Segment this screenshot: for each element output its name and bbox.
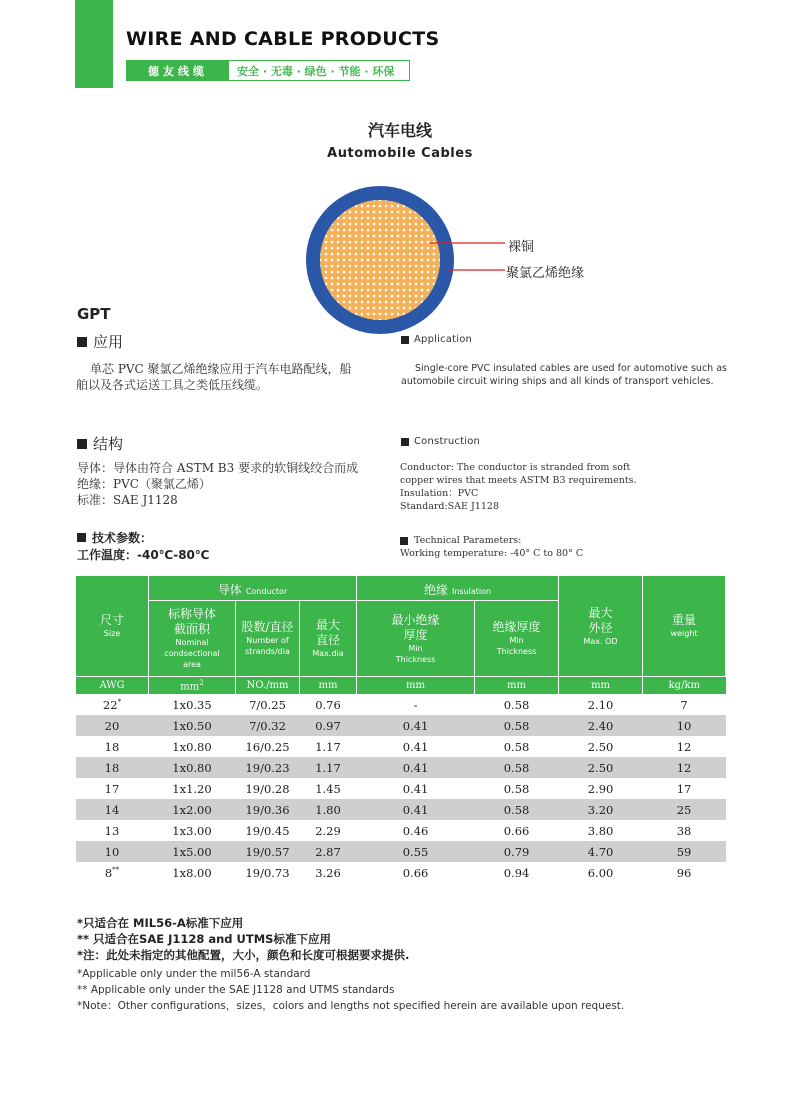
cell-minthick: 0.55 [357, 841, 475, 862]
brand-slogan: 安全 · 无毒 · 绿色 · 节能 · 环保 [237, 64, 395, 78]
square-bullet-icon [77, 337, 87, 347]
table-row [76, 778, 726, 799]
cell-minthick: - [413, 697, 418, 712]
cell-weight: 12 [643, 757, 726, 778]
application-text-en: Single-core PVC insulated cables are used for automotive such as automobile circuit wiring ships and all kinds of transport vehicles. [401, 363, 727, 387]
table-row [76, 841, 726, 862]
cell-thick: 0.79 [475, 841, 559, 862]
cell-maxdia: 2.29 [315, 823, 341, 838]
table-row [76, 736, 726, 757]
cell-area: 1x2.00 [149, 799, 236, 820]
unit-cell: $mm^2$ [149, 677, 236, 695]
cell-area: 1x0.35 [172, 697, 212, 712]
cell-od: 2.50 [587, 739, 614, 754]
cell-thick: 0.58 [475, 715, 559, 736]
brand-title: WIRE AND CABLE PRODUCTS [126, 28, 440, 50]
unit-cell: AWG [76, 677, 149, 695]
square-bullet-icon [77, 533, 86, 542]
cell-od: 4.70 [559, 841, 643, 862]
cell-strands: 19/0.23 [236, 757, 300, 778]
cell-weight: 10 [643, 715, 726, 736]
cell-weight: 96 [676, 865, 692, 880]
application-heading-en: Application [401, 334, 472, 345]
cell-strands: 19/0.57 [236, 841, 300, 862]
cell-awg: 17 [104, 781, 120, 796]
col-thickness: 绝缘厚度 Min Thickness [475, 601, 559, 677]
cell-maxdia: 1.17 [315, 739, 341, 754]
brand-color-bar [75, 0, 113, 88]
cell-strands: 7/0.32 [236, 715, 300, 736]
cell-strands: 19/0.28 [245, 781, 290, 796]
cell-strands: 16/0.25 [245, 739, 290, 754]
cell-weight: 59 [643, 841, 726, 862]
model-code: GPT [77, 305, 111, 323]
cell-maxdia: 2.87 [300, 841, 357, 862]
cell-minthick: 0.41 [357, 715, 475, 736]
cell-od: 3.80 [587, 823, 614, 838]
label-bare-copper: 裸铜 [508, 240, 535, 255]
cell-maxdia: 1.17 [300, 757, 357, 778]
cell-thick: 0.58 [475, 757, 559, 778]
col-group-insulation: 绝缘 Insulation [357, 576, 559, 601]
cell-od: 6.00 [587, 865, 614, 880]
tech-heading-en: Technical Parameters: [400, 534, 521, 547]
cell-thick: 0.58 [503, 781, 530, 796]
col-nominal-area: 标称导体 截面积 Nominal condsectional area [149, 601, 236, 677]
construction-heading-en: Construction [401, 436, 480, 447]
table-row [76, 715, 726, 736]
cell-minthick: 0.66 [402, 865, 429, 880]
cell-awg: 10 [76, 841, 149, 862]
working-temperature-cn: 工作温度：-40℃-80℃ [77, 548, 210, 562]
product-title-cn: 汽车电线 [367, 121, 432, 140]
cell-weight: 7 [680, 697, 688, 712]
cell-area: 1x8.00 [172, 865, 212, 880]
construction-text-en: Conductor: The conductor is stranded from soft copper wires that meets ASTM B3 requirements. Insulation：PVC Standard:SAE J1128 [400, 462, 637, 512]
cell-thick: 0.66 [503, 823, 530, 838]
col-size: 尺寸 Size [76, 576, 149, 677]
cell-weight: 17 [676, 781, 692, 796]
cell-minthick: 0.41 [357, 757, 475, 778]
cell-awg: 20 [76, 715, 149, 736]
square-bullet-icon [77, 439, 87, 449]
cell-minthick: 0.41 [402, 739, 429, 754]
cell-awg: 18 [104, 739, 120, 754]
cell-od: 2.10 [587, 697, 614, 712]
col-max-od: 最大 外径 Max. OD [559, 576, 643, 677]
table-row [76, 694, 726, 715]
footnote-mark: ** [112, 865, 120, 874]
unit-cell: mm [559, 677, 643, 695]
cell-od: 2.40 [559, 715, 643, 736]
working-temperature-en: Working temperature: -40° C to 80° C [400, 548, 584, 559]
square-bullet-icon [401, 438, 409, 446]
specification-rows [76, 677, 726, 884]
construction-text-cn: 导体：导体由符合 ASTM B3 要求的软铜线绞合而成 绝缘：PVC（聚氯乙烯） 标准：SAE J1128 [77, 461, 359, 507]
cell-strands: 19/0.45 [245, 823, 290, 838]
cell-awg: 18 [76, 757, 149, 778]
unit-cell: mm [475, 677, 559, 695]
units-row [76, 677, 726, 695]
label-pvc-insulation: 聚氯乙烯绝缘 [506, 266, 585, 281]
cell-area: 1x0.80 [149, 757, 236, 778]
col-group-conductor: 导体 Conductor [149, 576, 357, 601]
cell-area: 1x0.80 [172, 739, 212, 754]
table-row [76, 862, 726, 883]
product-title-en: Automobile Cables [327, 146, 473, 161]
cell-od: 2.90 [587, 781, 614, 796]
unit-cell: mm [300, 677, 357, 695]
square-bullet-icon [401, 336, 409, 344]
cell-minthick: 0.41 [402, 781, 429, 796]
cell-strands: 19/0.73 [245, 865, 290, 880]
cell-weight: 12 [676, 739, 692, 754]
cell-maxdia: 0.76 [315, 697, 341, 712]
company-name: 德友线缆 [127, 61, 229, 80]
cell-maxdia: 1.80 [300, 799, 357, 820]
cell-area: 1x1.20 [172, 781, 212, 796]
col-strands: 股数/直径 Number of strands/dia [236, 601, 300, 677]
cell-awg: 13 [104, 823, 120, 838]
cell-maxdia: 1.45 [315, 781, 341, 796]
cell-strands: 7/0.25 [249, 697, 286, 712]
cell-minthick: 0.46 [402, 823, 429, 838]
cell-awg: 8** [104, 865, 120, 880]
copper-core [320, 200, 440, 320]
cell-thick: 0.94 [503, 865, 530, 880]
footnotes-cn: *只适合在 MIL56-A标准下应用 ** 只适合在SAE J1128 and UTMS标准下应用 *注：此处未指定的其他配置，大小，颜色和长度可根据要求提供. [77, 916, 410, 962]
unit-cell: kg/km [643, 677, 726, 695]
table-row [76, 820, 726, 841]
application-heading-cn: 应用 [77, 331, 123, 352]
table-row [76, 799, 726, 820]
specification-table [75, 575, 726, 883]
unit-cell: mm [357, 677, 475, 695]
cell-awg: 22* [102, 697, 122, 712]
cell-awg: 14 [76, 799, 149, 820]
cell-maxdia: 0.97 [300, 715, 357, 736]
cell-strands: 19/0.36 [236, 799, 300, 820]
footnotes-en: *Applicable only under the mil56-A standard ** Applicable only under the SAE J1128 and UTMS standards *Note：Other configurations，sizes，colors and lengths not specified herein are available upon request. [77, 968, 625, 1012]
cell-weight: 25 [643, 799, 726, 820]
square-bullet-icon [400, 537, 408, 545]
cable-cross-section-illustration [305, 185, 515, 335]
application-text-cn: 单芯 PVC 聚氯乙烯绝缘应用于汽车电路配线，船 舶以及各式运送工具之类低压线缆。 [76, 362, 352, 392]
cell-thick: 0.58 [503, 739, 530, 754]
tech-heading-cn: 技术参数： [77, 529, 152, 546]
cell-maxdia: 3.26 [315, 865, 341, 880]
brand-strip [126, 60, 410, 81]
col-min-thickness: 最小绝缘 厚度 Min Thickness [357, 601, 475, 677]
cell-area: 1x0.50 [149, 715, 236, 736]
cell-area: 1x5.00 [149, 841, 236, 862]
table-row [76, 757, 726, 778]
col-weight: 重量 weight [643, 576, 726, 677]
footnote-mark: * [117, 697, 122, 706]
cell-od: 2.50 [559, 757, 643, 778]
cell-thick: 0.58 [503, 697, 530, 712]
col-max-dia: 最大 直径 Max.dia [300, 601, 357, 677]
unit-cell: NO./mm [236, 677, 300, 695]
construction-heading-cn: 结构 [77, 433, 123, 454]
cell-od: 3.20 [559, 799, 643, 820]
cell-thick: 0.58 [475, 799, 559, 820]
cell-weight: 38 [676, 823, 692, 838]
cell-minthick: 0.41 [357, 799, 475, 820]
cell-area: 1x3.00 [172, 823, 212, 838]
